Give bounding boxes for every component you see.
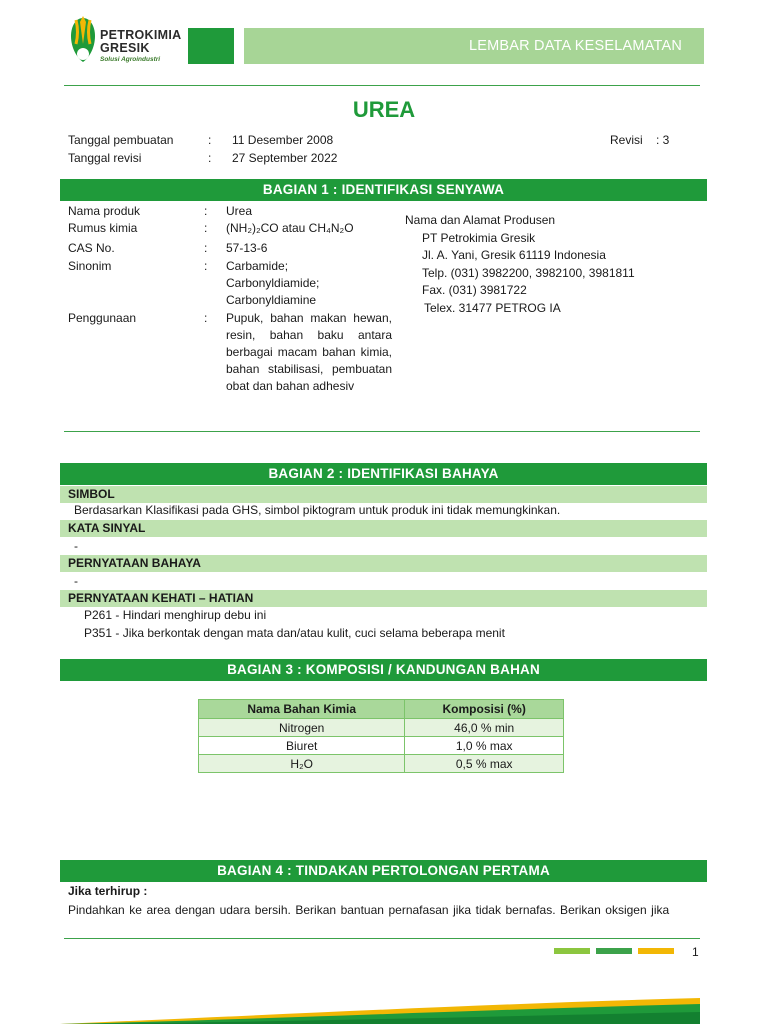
table-header-row xyxy=(199,700,564,719)
column-header: Komposisi (%) xyxy=(405,700,564,719)
symbol-text: Berdasarkan Klasifikasi pada GHS, simbol piktogram untuk produk ini tidak memungkinkan. xyxy=(74,503,561,517)
table-cell: Nitrogen xyxy=(199,719,405,737)
synonym-colon: : xyxy=(204,259,208,273)
producer-heading: Nama dan Alamat Produsen xyxy=(405,213,556,227)
table-cell: Biuret xyxy=(199,737,405,755)
composition-table xyxy=(198,699,564,773)
section-2-heading: BAGIAN 2 : IDENTIFIKASI BAHAYA xyxy=(60,463,707,485)
synonym-item: Carbamide; xyxy=(226,259,289,273)
synonym-label: Sinonim xyxy=(68,259,112,273)
footer-bar-lime xyxy=(554,948,590,954)
table-cell: 46,0 % min xyxy=(405,719,564,737)
revised-date-value: 27 September 2022 xyxy=(232,151,338,165)
revision-label: Revisi xyxy=(610,133,643,147)
created-date-value: 11 Desember 2008 xyxy=(232,133,334,147)
table-cell: H₂O xyxy=(199,755,405,773)
chemical-formula-colon: : xyxy=(204,221,208,235)
revised-date-label: Tanggal revisi xyxy=(68,151,142,165)
page-title: UREA xyxy=(352,97,416,122)
usage-value: Pupuk, bahan makan hewan, resin, bahan baku antara berbagai macam bahan kimia, bahan stabilisasi, pembuatan obat dan bahan adhesiv xyxy=(226,311,392,393)
synonym-list xyxy=(226,258,392,309)
footer-divider xyxy=(64,938,700,939)
usage-label: Penggunaan xyxy=(68,311,137,325)
revised-date-colon: : xyxy=(208,151,212,165)
brand-line-1: PETROKIMIA xyxy=(100,28,182,42)
cas-number-value: 57-13-6 xyxy=(226,241,268,255)
hazard-statement-text: - xyxy=(74,574,78,588)
inhalation-label: Jika terhirup : xyxy=(68,884,148,898)
signal-word-subheading: KATA SINYAL xyxy=(60,520,707,537)
document-type-banner xyxy=(244,28,704,64)
header-divider xyxy=(64,85,700,86)
column-header: Nama Bahan Kimia xyxy=(199,700,405,719)
created-date-label: Tanggal pembuatan xyxy=(68,133,174,147)
footer-bar-yellow xyxy=(638,948,674,954)
table-cell: 0,5 % max xyxy=(405,755,564,773)
product-name-colon: : xyxy=(204,204,208,218)
brand-tagline: Solusi Agroindustri xyxy=(100,56,161,63)
producer-phone: Telp. (031) 3982200, 3982100, 3981811 xyxy=(422,265,635,280)
section-1-divider xyxy=(64,431,700,432)
precaution-subheading: PERNYATAAN KEHATI – HATIAN xyxy=(60,590,707,607)
producer-telex: Telex. 31477 PETROG IA xyxy=(424,300,561,315)
section-4-heading: BAGIAN 4 : TINDAKAN PERTOLONGAN PERTAMA xyxy=(60,860,707,882)
footer-swoosh-graphic xyxy=(0,994,768,1024)
chemical-formula-label: Rumus kimia xyxy=(68,221,138,235)
petrokimia-logo-icon xyxy=(66,14,100,66)
document-header xyxy=(60,12,708,72)
cas-number-colon: : xyxy=(204,241,208,255)
producer-info xyxy=(405,212,635,317)
synonym-item: Carbonyldiamide; xyxy=(226,276,320,290)
producer-address: Jl. A. Yani, Gresik 61119 Indonesia xyxy=(422,248,606,262)
header-accent-block xyxy=(188,28,234,64)
table-row xyxy=(199,719,564,737)
producer-company: PT Petrokimia Gresik xyxy=(422,230,536,245)
page-number: 1 xyxy=(692,945,699,959)
cas-number-label: CAS No. xyxy=(68,241,115,255)
company-logo xyxy=(66,14,186,68)
synonym-item: Carbonyldiamine xyxy=(226,293,317,307)
chemical-formula-value: (NH₂)₂CO atau CH₄N₂O xyxy=(226,221,354,235)
symbol-subheading: SIMBOL xyxy=(60,486,707,503)
inhalation-text: Pindahkan ke area dengan udara bersih. Berikan bantuan pernafasan jika tidak bernafas. Berikan oksigen jika xyxy=(68,903,670,917)
created-date-colon: : xyxy=(208,133,212,147)
product-name-label: Nama produk xyxy=(68,204,141,218)
table-row xyxy=(199,737,564,755)
hazard-statement-subheading: PERNYATAAN BAHAYA xyxy=(60,555,707,572)
table-row xyxy=(199,755,564,773)
table-cell: 1,0 % max xyxy=(405,737,564,755)
footer-bar-green xyxy=(596,948,632,954)
revision-value: : 3 xyxy=(656,133,670,147)
product-name-value: Urea xyxy=(226,204,253,218)
section-3-heading: BAGIAN 3 : KOMPOSISI / KANDUNGAN BAHAN xyxy=(60,659,707,681)
brand-line-2: GRESIK xyxy=(100,41,150,55)
document-type-label: LEMBAR DATA KESELAMATAN xyxy=(468,38,682,54)
section-1-heading: BAGIAN 1 : IDENTIFIKASI SENYAWA xyxy=(60,179,707,201)
precaution-item: P351 - Jika berkontak dengan mata dan/atau kulit, cuci selama beberapa menit xyxy=(84,626,505,640)
precaution-item: P261 - Hindari menghirup debu ini xyxy=(84,608,267,622)
signal-word-text: - xyxy=(74,539,78,553)
usage-colon: : xyxy=(204,311,208,325)
producer-fax: Fax. (031) 3981722 xyxy=(422,283,527,297)
